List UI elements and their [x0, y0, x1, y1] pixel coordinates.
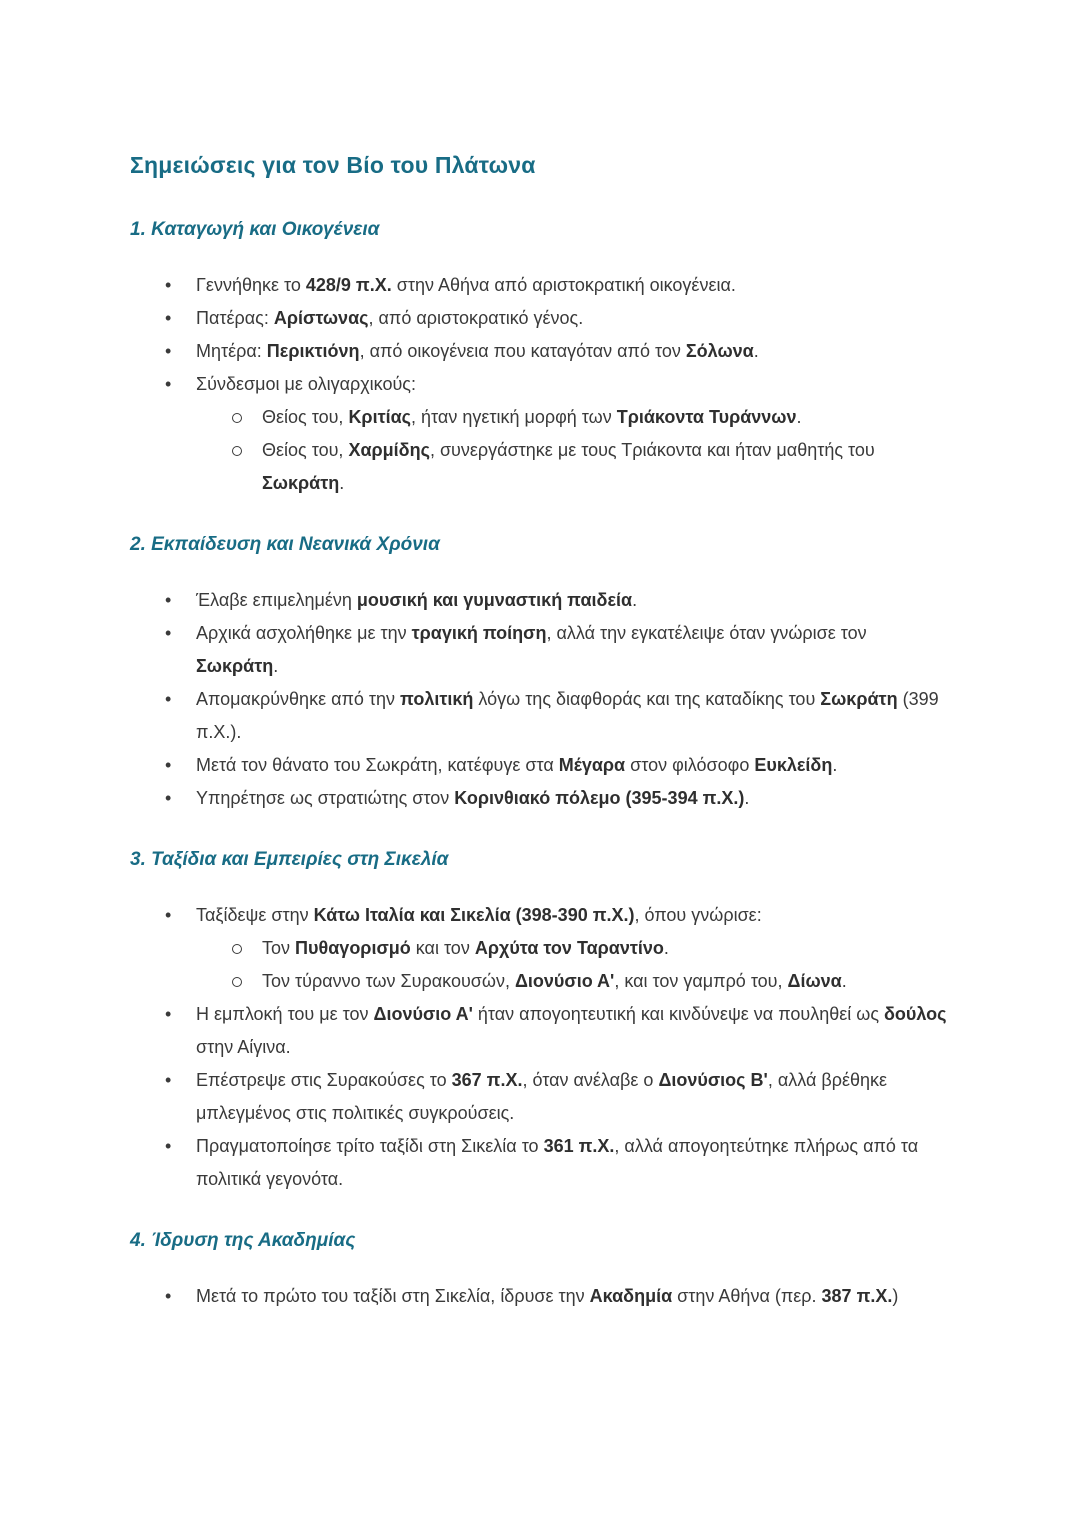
- document-sections: [130, 219, 952, 1313]
- disc-bullet-icon: •: [165, 590, 172, 610]
- item-text: Θείος του, Χαρμίδης, συνεργάστηκε με τους Τριάκοντα και ήταν μαθητής του Σωκράτη.: [262, 440, 875, 493]
- item-text: Θείος του, Κριτίας, ήταν ηγετική μορφή των Τριάκοντα Τυράννων.: [262, 407, 802, 427]
- bullet-item: [165, 782, 952, 815]
- disc-bullet-icon: •: [165, 755, 172, 775]
- disc-bullet-icon: •: [165, 788, 172, 808]
- item-text: Υπηρέτησε ως στρατιώτης στον Κορινθιακό πόλεμο (395-394 π.Χ.).: [196, 788, 750, 808]
- sub-bullet-item: [232, 965, 952, 998]
- bullet-item: [165, 683, 952, 749]
- item-text: Γεννήθηκε το 428/9 π.Χ. στην Αθήνα από αριστοκρατική οικογένεια.: [196, 275, 736, 295]
- bullet-item: [165, 335, 952, 368]
- sub-bullet-item: [232, 932, 952, 965]
- section-heading: 1. Καταγωγή και Οικογένεια: [130, 219, 380, 240]
- item-text: Τον τύραννο των Συρακουσών, Διονύσιο Α', και τον γαμπρό του, Δίωνα.: [262, 971, 847, 991]
- disc-bullet-icon: •: [165, 689, 172, 709]
- disc-bullet-icon: •: [165, 1004, 172, 1024]
- disc-bullet-icon: •: [165, 1286, 172, 1306]
- item-text: Αρχικά ασχολήθηκε με την τραγική ποίηση, αλλά την εγκατέλειψε όταν γνώρισε τον Σωκράτη.: [196, 623, 867, 676]
- circle-bullet-icon: [232, 434, 262, 467]
- bullet-item: [165, 269, 952, 302]
- section-heading: 4. Ίδρυση της Ακαδημίας: [130, 1230, 356, 1251]
- sub-bullet-item: [232, 401, 952, 434]
- item-text: Τον Πυθαγορισμό και τον Αρχύτα τον Ταραντίνο.: [262, 938, 669, 958]
- disc-bullet-icon: •: [165, 905, 172, 925]
- bullet-list: [130, 584, 952, 815]
- bullet-item: [165, 899, 952, 932]
- bullet-item: [165, 1280, 952, 1313]
- bullet-item: [165, 302, 952, 335]
- disc-bullet-icon: •: [165, 341, 172, 361]
- item-text: Πραγματοποίησε τρίτο ταξίδι στη Σικελία το 361 π.Χ., αλλά απογοητεύτηκε πλήρως από τα πολιτικά γεγονότα.: [196, 1136, 919, 1189]
- circle-bullet-icon: [232, 965, 262, 998]
- item-text: Έλαβε επιμελημένη μουσική και γυμναστική παιδεία.: [196, 590, 638, 610]
- disc-bullet-icon: •: [165, 1136, 172, 1156]
- bullet-item: [165, 1130, 952, 1196]
- bullet-list: [130, 269, 952, 500]
- disc-bullet-icon: •: [165, 308, 172, 328]
- bullet-item: [165, 368, 952, 401]
- disc-bullet-icon: •: [165, 374, 172, 394]
- section-heading: 3. Ταξίδια και Εμπειρίες στη Σικελία: [130, 849, 449, 870]
- disc-bullet-icon: •: [165, 623, 172, 643]
- bullet-list: [130, 899, 952, 1196]
- circle-bullet-icon: [232, 401, 262, 434]
- circle-bullet-icon: [232, 932, 262, 965]
- item-text: Σύνδεσμοι με ολιγαρχικούς:: [196, 374, 416, 394]
- bullet-item: [165, 1064, 952, 1130]
- disc-bullet-icon: •: [165, 1070, 172, 1090]
- document-title: Σημειώσεις για τον Βίο του Πλάτωνα: [130, 152, 536, 178]
- item-text: Απομακρύνθηκε από την πολιτική λόγω της διαφθοράς και της καταδίκης του Σωκράτη (399 π.Χ.).: [196, 689, 939, 742]
- bullet-item: [165, 584, 952, 617]
- item-text: Η εμπλοκή του με τον Διονύσιο Α' ήταν απογοητευτική και κινδύνεψε να πουληθεί ως δούλος στην Αίγινα.: [196, 1004, 947, 1057]
- item-text: Πατέρας: Αρίστωνας, από αριστοκρατικό γένος.: [196, 308, 584, 328]
- disc-bullet-icon: •: [165, 275, 172, 295]
- sub-bullet-item: [232, 434, 952, 500]
- item-text: Μετά το πρώτο του ταξίδι στη Σικελία, ίδρυσε την Ακαδημία στην Αθήνα (περ. 387 π.Χ.): [196, 1286, 899, 1306]
- bullet-item: [165, 617, 952, 683]
- bullet-item: [165, 749, 952, 782]
- item-text: Μετά τον θάνατο του Σωκράτη, κατέφυγε στα Μέγαρα στον φιλόσοφο Ευκλείδη.: [196, 755, 838, 775]
- bullet-item: [165, 998, 952, 1064]
- item-text: Μητέρα: Περικτιόνη, από οικογένεια που καταγόταν από τον Σόλωνα.: [196, 341, 759, 361]
- item-text: Επέστρεψε στις Συρακούσες το 367 π.Χ., όταν ανέλαβε ο Διονύσιος Β', αλλά βρέθηκε μπλεγμένος στις πολιτικές συγκρούσεις.: [196, 1070, 888, 1123]
- item-text: Ταξίδεψε στην Κάτω Ιταλία και Σικελία (398-390 π.Χ.), όπου γνώρισε:: [196, 905, 762, 925]
- bullet-list: [130, 1280, 952, 1313]
- section-heading: 2. Εκπαίδευση και Νεανικά Χρόνια: [130, 534, 440, 555]
